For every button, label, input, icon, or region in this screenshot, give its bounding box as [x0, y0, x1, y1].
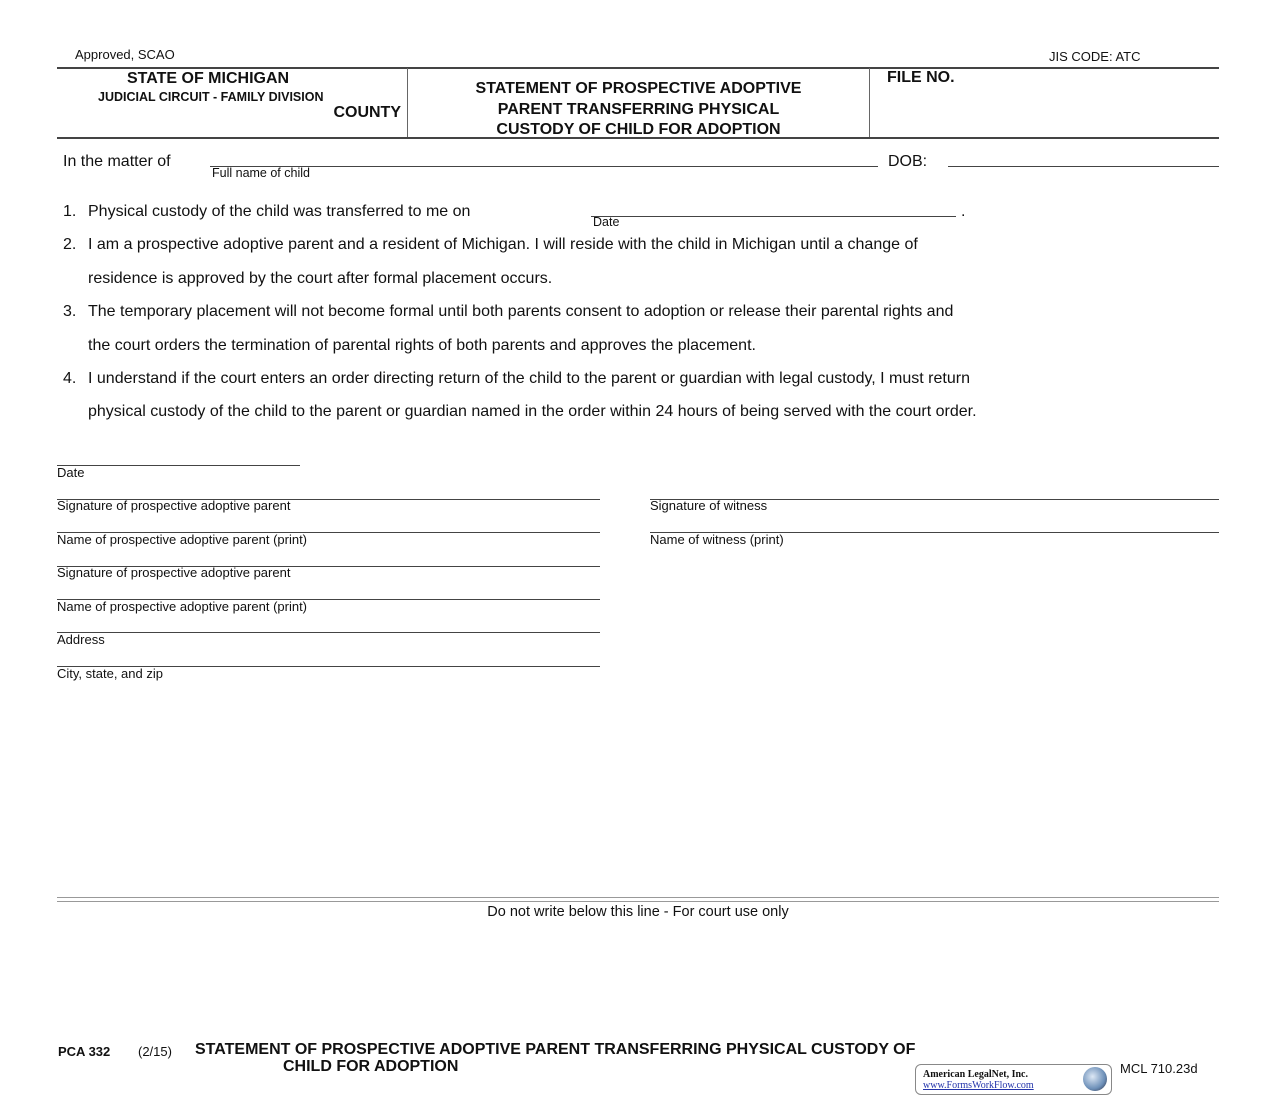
- dob-label: DOB:: [888, 153, 928, 170]
- child-name-field[interactable]: [210, 166, 878, 167]
- title-line: CUSTODY OF CHILD FOR ADOPTION: [496, 121, 781, 138]
- circuit-label: JUDICIAL CIRCUIT - FAMILY DIVISION: [98, 90, 324, 104]
- title-line: STATEMENT OF PROSPECTIVE ADOPTIVE: [475, 80, 802, 97]
- court-use-note: Do not write below this line - For court use only: [487, 904, 789, 920]
- logo-name: American LegalNet, Inc.: [923, 1069, 1028, 1080]
- address-caption: Address: [57, 632, 105, 647]
- item-number: 2.: [63, 236, 77, 253]
- date-caption: Date: [593, 215, 620, 229]
- item-number: 4.: [63, 370, 77, 387]
- name-caption: Name of prospective adoptive parent (print): [57, 532, 308, 547]
- child-name-caption: Full name of child: [212, 166, 310, 180]
- logo-url[interactable]: www.FormsWorkFlow.com: [923, 1080, 1034, 1091]
- divider: [57, 67, 1219, 69]
- divider: [869, 68, 870, 137]
- dob-field[interactable]: [948, 166, 1219, 167]
- item-text: Physical custody of the child was transferred to me on: [88, 203, 471, 220]
- date-field[interactable]: [57, 465, 300, 466]
- matter-label: In the matter of: [63, 153, 171, 170]
- form-title: [408, 79, 869, 141]
- item-text: the court orders the termination of parental rights of both parents and approves the placement.: [88, 337, 756, 354]
- date-caption: Date: [57, 465, 85, 480]
- form-revision: (2/15): [138, 1044, 172, 1059]
- address-field[interactable]: [57, 632, 600, 633]
- form-number: PCA 332: [58, 1044, 111, 1059]
- item-number: 3.: [63, 303, 77, 320]
- name-caption: Name of prospective adoptive parent (print): [57, 599, 308, 614]
- jis-code: JIS CODE: ATC: [1049, 49, 1141, 64]
- divider: [57, 897, 1219, 898]
- footer-title: STATEMENT OF PROSPECTIVE ADOPTIVE PARENT TRANSFERRING PHYSICAL CUSTODY OF: [195, 1041, 916, 1058]
- american-legalnet-logo[interactable]: [915, 1064, 1112, 1095]
- footer-title: CHILD FOR ADOPTION: [283, 1058, 459, 1075]
- state-heading: STATE OF MICHIGAN: [127, 70, 290, 87]
- signature-caption: Signature of prospective adoptive parent: [57, 498, 291, 513]
- signature-caption: Signature of prospective adoptive parent: [57, 565, 291, 580]
- item-text: residence is approved by the court after formal placement occurs.: [88, 270, 553, 287]
- item-text: physical custody of the child to the parent or guardian named in the order within 24 hours of being served with the court order.: [88, 403, 977, 420]
- county-label: COUNTY: [333, 104, 401, 121]
- item-number: 1.: [63, 203, 77, 220]
- title-line: PARENT TRANSFERRING PHYSICAL: [497, 100, 780, 118]
- item-text: I understand if the court enters an order directing return of the child to the parent or guardian with legal custody, I must return: [88, 370, 970, 387]
- item-end: .: [961, 203, 966, 220]
- witness-name-caption: Name of witness (print): [650, 532, 784, 547]
- file-no-label: FILE NO.: [887, 69, 955, 86]
- witness-signature-caption: Signature of witness: [650, 498, 768, 513]
- transfer-date-field[interactable]: [591, 216, 956, 217]
- mcl-reference: MCL 710.23d: [1120, 1061, 1198, 1076]
- item-text: I am a prospective adoptive parent and a resident of Michigan. I will reside with the child in Michigan until a change of: [88, 236, 918, 253]
- globe-icon: [1083, 1067, 1107, 1091]
- divider: [57, 901, 1219, 902]
- city-caption: City, state, and zip: [57, 666, 163, 681]
- approved-label: Approved, SCAO: [75, 47, 175, 62]
- item-text: The temporary placement will not become formal until both parents consent to adoption or release their parental rights and: [88, 303, 954, 320]
